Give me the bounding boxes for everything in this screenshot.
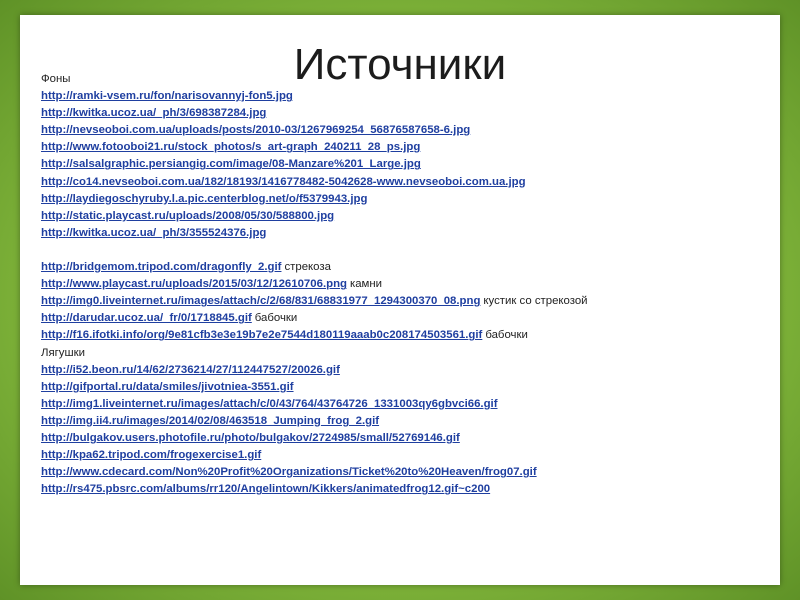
source-link[interactable]: http://laydiegoschyruby.l.a.pic.centerblog.net/o/f5379943.jpg — [41, 192, 368, 205]
source-note: кустик со стрекозой — [483, 295, 588, 308]
source-link[interactable]: http://img1.liveinternet.ru/images/attach/c/0/43/764/43764726_1331003qy6gbvci66.gif — [41, 397, 498, 410]
source-note: бабочки — [485, 329, 528, 342]
list-item — [41, 225, 771, 242]
list-item — [41, 362, 771, 379]
source-link[interactable]: http://kwitka.ucoz.ua/_ph/3/698387284.jpg — [41, 107, 267, 120]
list-item — [41, 105, 771, 122]
source-link[interactable]: http://static.playcast.ru/uploads/2008/05/30/588800.jpg — [41, 209, 335, 222]
list-item — [41, 174, 771, 191]
list-item — [41, 413, 771, 430]
list-item — [41, 88, 771, 105]
source-link[interactable]: http://gifportal.ru/data/smiles/jivotniea-3551.gif — [41, 380, 294, 393]
slide-title: Источники — [293, 40, 507, 89]
spacer — [41, 242, 771, 259]
source-link[interactable]: http://kwitka.ucoz.ua/_ph/3/355524376.jpg — [41, 226, 267, 239]
source-link[interactable]: http://ramki-vsem.ru/fon/narisovannyj-fon5.jpg — [41, 90, 293, 103]
source-link[interactable]: http://kpa62.tripod.com/frogexercise1.gif — [41, 449, 262, 462]
source-link[interactable]: http://rs475.pbsrc.com/albums/rr120/Angelintown/Kikkers/animatedfrog12.gif~c200 — [41, 483, 491, 496]
backgrounds-heading: Фоны — [41, 73, 71, 85]
list-item — [41, 276, 771, 293]
source-link[interactable]: http://i52.beon.ru/14/62/2736214/27/112447527/20026.gif — [41, 363, 340, 376]
source-link[interactable]: http://www.fotooboi21.ru/stock_photos/s_art-graph_240211_28_ps.jpg — [41, 141, 421, 154]
list-item — [41, 379, 771, 396]
list-item — [41, 447, 771, 464]
source-link[interactable]: http://darudar.ucoz.ua/_fr/0/1718845.gif — [41, 312, 252, 325]
list-item — [41, 396, 771, 413]
source-link[interactable]: http://salsalgraphic.persiangig.com/image/08-Manzare%201_Large.jpg — [41, 158, 421, 171]
list-item — [41, 259, 771, 276]
source-link[interactable]: http://img.ii4.ru/images/2014/02/08/463518_Jumping_frog_2.gif — [41, 414, 380, 427]
list-item — [41, 327, 771, 344]
source-link[interactable]: http://www.cdecard.com/Non%20Profit%20Organizations/Ticket%20to%20Heaven/frog07.gif — [41, 466, 537, 479]
source-link[interactable]: http://f16.ifotki.info/org/9e81cfb3e3e19b7e2e7544d180119aaab0c208174503561.gif — [41, 329, 483, 342]
source-note: стрекоза — [284, 261, 331, 274]
list-item — [41, 430, 771, 447]
list-item — [41, 481, 771, 498]
source-link[interactable]: http://img0.liveinternet.ru/images/attach/c/2/68/831/68831977_1294300370_08.png — [41, 295, 481, 308]
source-note: бабочки — [254, 312, 298, 325]
source-note: камни — [349, 278, 383, 291]
list-item — [41, 208, 771, 225]
list-item — [41, 464, 771, 481]
source-link[interactable]: http://nevseoboi.com.ua/uploads/posts/2010-03/1267969254_56876587658-6.jpg — [41, 124, 471, 137]
sources-list — [41, 71, 771, 498]
source-link[interactable]: http://bulgakov.users.photofile.ru/photo/bulgakov/2724985/small/52769146.gif — [41, 431, 460, 444]
list-item — [41, 139, 771, 156]
slide — [20, 15, 780, 585]
source-link[interactable]: http://bridgemom.tripod.com/dragonfly_2.gif — [41, 261, 282, 274]
frogs-heading: Лягушки — [41, 346, 85, 359]
source-link[interactable]: http://co14.nevseoboi.com.ua/182/18193/1416778482-5042628-www.nevseoboi.com.ua.jpg — [41, 175, 526, 188]
source-link[interactable]: http://www.playcast.ru/uploads/2015/03/12/12610706.png — [41, 278, 347, 291]
list-item — [41, 122, 771, 139]
list-item — [41, 191, 771, 208]
list-item — [41, 156, 771, 173]
list-item — [41, 293, 771, 310]
list-item — [41, 310, 771, 327]
